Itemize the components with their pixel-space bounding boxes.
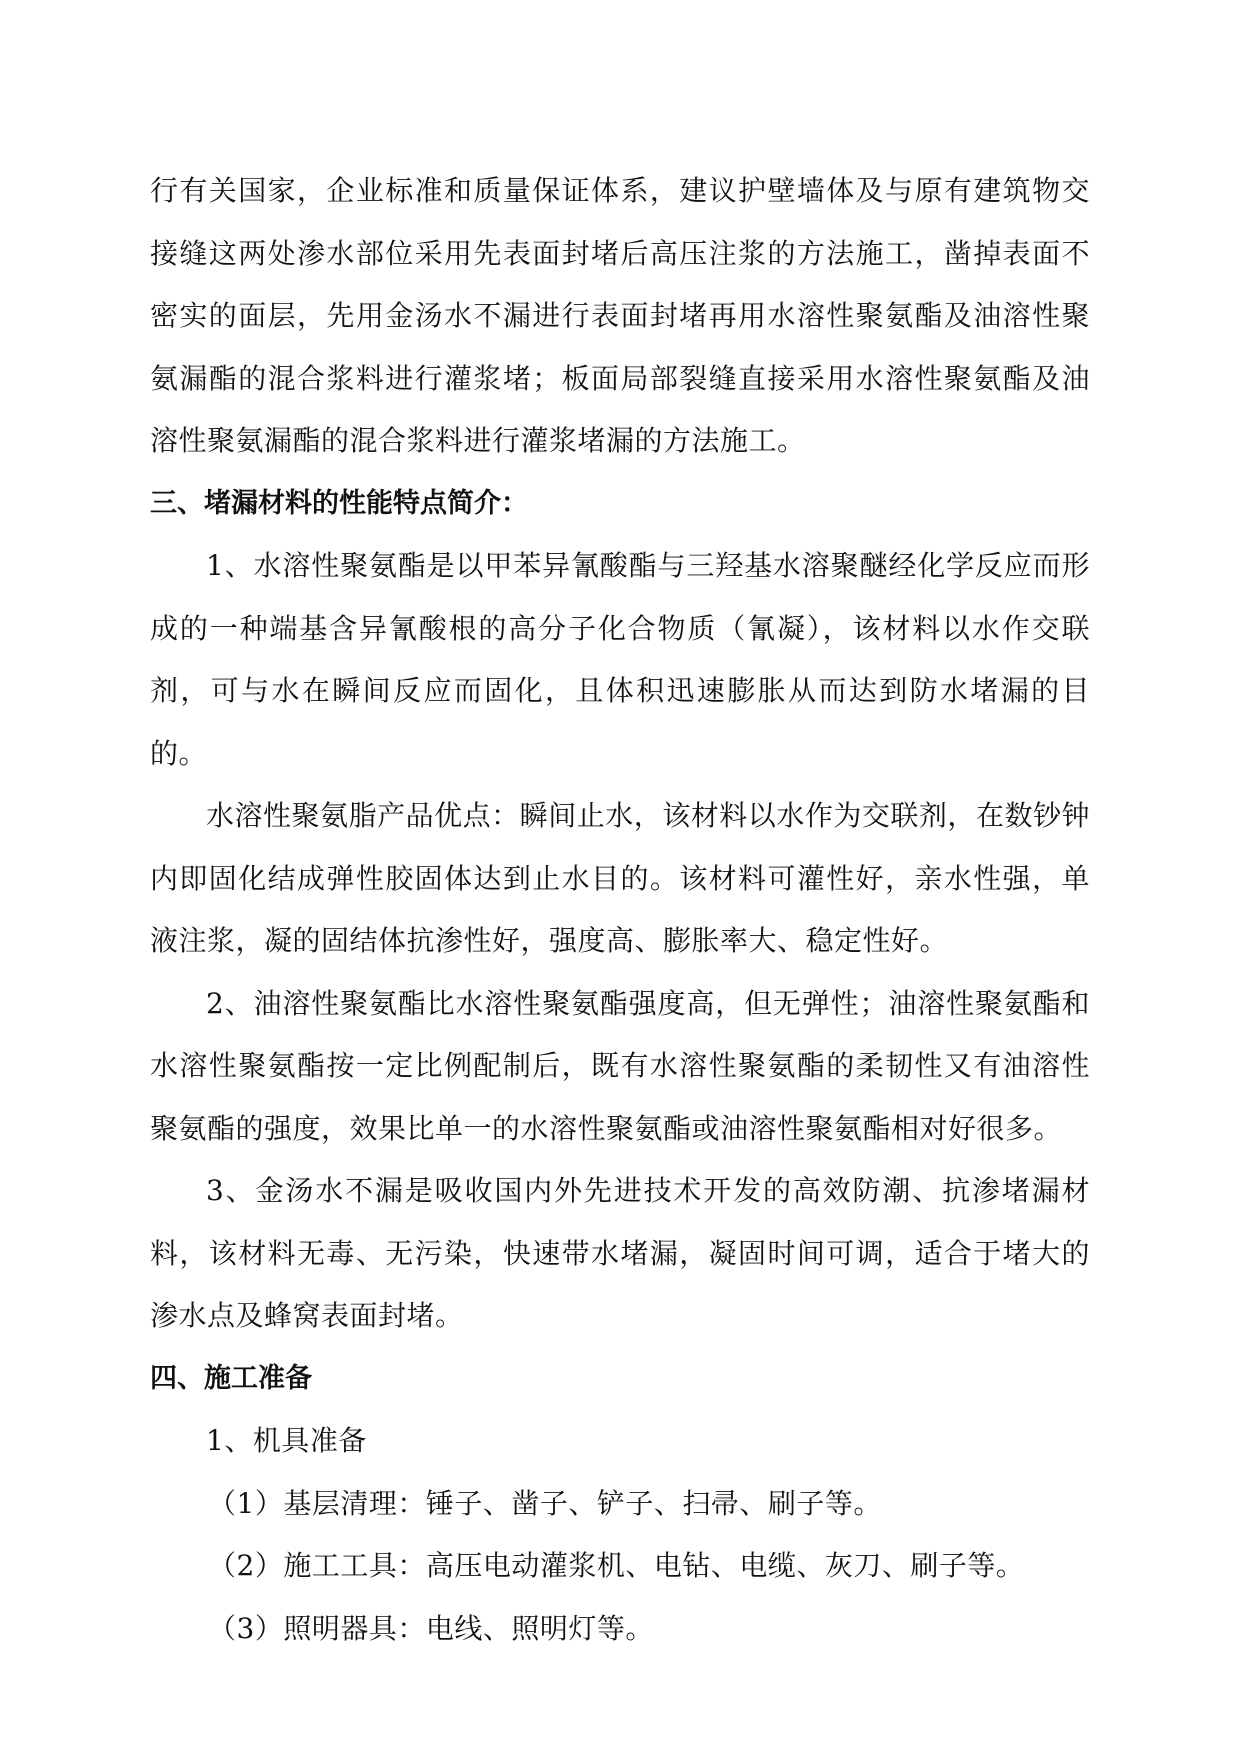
material-1-advantages-paragraph: 水溶性聚氨脂产品优点：瞬间止水，该材料以水作为交联剂，在数钞钟内即固化结成弹性胶固体达到止水目的。该材料可灌性好，亲水性强，单液注浆，凝的固结体抗渗性好，强度高、膨胀率大、稳定性好。 — [150, 799, 1090, 957]
prep-1-heading: 1、机具准备 — [206, 1424, 367, 1457]
prep-1-item-3: （3）照明器具：电线、照明灯等。 — [208, 1611, 654, 1645]
section-4-heading: 四、施工准备 — [150, 1362, 312, 1394]
material-1-paragraph: 1、水溶性聚氨酯是以甲苯异氰酸酯与三羟基水溶聚醚经化学反应而形成的一种端基含异氰酸根的高分子化合物质（氰凝），该材料以水作交联剂，可与水在瞬间反应而固化，且体积迅速膨胀从而达到防水堵漏的目的。 — [150, 549, 1090, 770]
material-2-paragraph: 2、油溶性聚氨酯比水溶性聚氨酯强度高，但无弹性；油溶性聚氨酯和水溶性聚氨酯按一定比例配制后，既有水溶性聚氨酯的柔韧性又有油溶性聚氨酯的强度，效果比单一的水溶性聚氨酯或油溶性聚氨酯相对好很多。 — [150, 986, 1090, 1145]
document-page — [150, 160, 1090, 1660]
intro-paragraph: 行有关国家，企业标准和质量保证体系，建议护壁墙体及与原有建筑物交接缝这两处渗水部位采用先表面封堵后高压注浆的方法施工，凿掉表面不密实的面层，先用金汤水不漏进行表面封堵再用水溶性聚氨酯及油溶性聚氨漏酯的混合浆料进行灌浆堵；板面局部裂缝直接采用水溶性聚氨酯及油溶性聚氨漏酯的混合浆料进行灌浆堵漏的方法施工。 — [150, 174, 1090, 457]
prep-1-item-2: （2）施工工具：高压电动灌浆机、电钻、电缆、灰刀、刷子等。 — [208, 1549, 1025, 1582]
section-3-heading: 三、堵漏材料的性能特点简介： — [150, 487, 528, 519]
prep-1-item-1: （1）基层清理：锤子、凿子、铲子、扫帚、刷子等。 — [208, 1486, 882, 1520]
material-3-paragraph: 3、金汤水不漏是吸收国内外先进技术开发的高效防潮、抗渗堵漏材料，该材料无毒、无污染，快速带水堵漏，凝固时间可调，适合于堵大的渗水点及蜂窝表面封堵。 — [150, 1174, 1090, 1332]
